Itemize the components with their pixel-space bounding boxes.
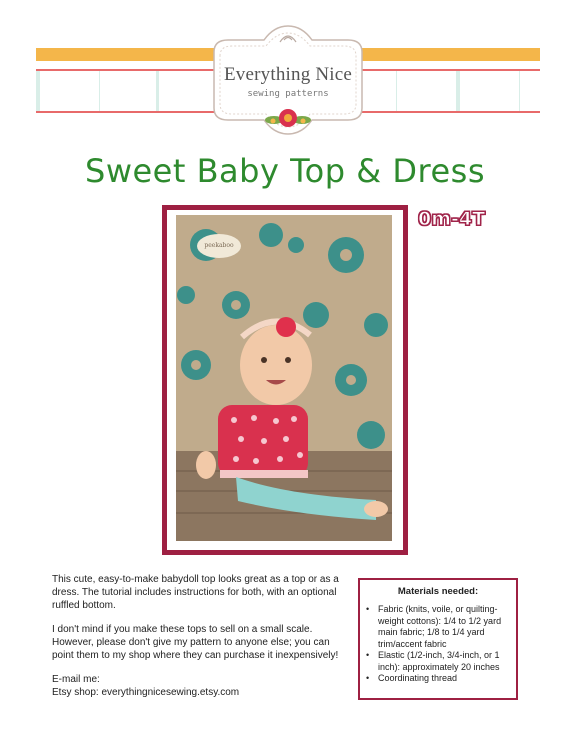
materials-box [358, 578, 518, 700]
page-title: Sweet Baby Top & Dress [85, 152, 485, 190]
materials-title: Materials needed: [397, 586, 479, 597]
brand-tagline: sewing patterns [247, 89, 329, 99]
intro-paragraph: This cute, easy-to-make babydoll top looks great as a top or as a dress. The tutorial includes instructions for both, with an optional ruffled bottom. [52, 574, 339, 611]
list-item: • Elastic (1/2-inch, 3/4-inch, or 1 inch): approximately 20 inches [366, 650, 512, 673]
size-range-label: 0m-4T [418, 208, 486, 230]
contact-block [52, 673, 354, 699]
usage-paragraph: I don't mind if you make these tops to sell on a small scale. However, please don't give my pattern to anyone else; you can point them to my shop where they can purchase it inexpensively! [52, 624, 339, 661]
baby-photo [176, 215, 392, 541]
baby-photo-illustration [176, 215, 392, 541]
email-label: E-mail me: [52, 674, 100, 685]
list-item: • Fabric (knits, voile, or quilting-weight cottons): 1/4 to 1/2 yard main fabric; 1/8 to 1/4 yard trim/accent fabric [366, 604, 512, 650]
brand-name: Everything Nice [223, 64, 353, 85]
photographer-watermark: peekaboo [197, 234, 241, 258]
etsy-shop-line: Etsy shop: everythingnicesewing.etsy.com [52, 687, 240, 698]
list-item: • Coordinating thread [366, 673, 512, 685]
materials-list [366, 604, 512, 685]
brand-logo [194, 22, 382, 140]
